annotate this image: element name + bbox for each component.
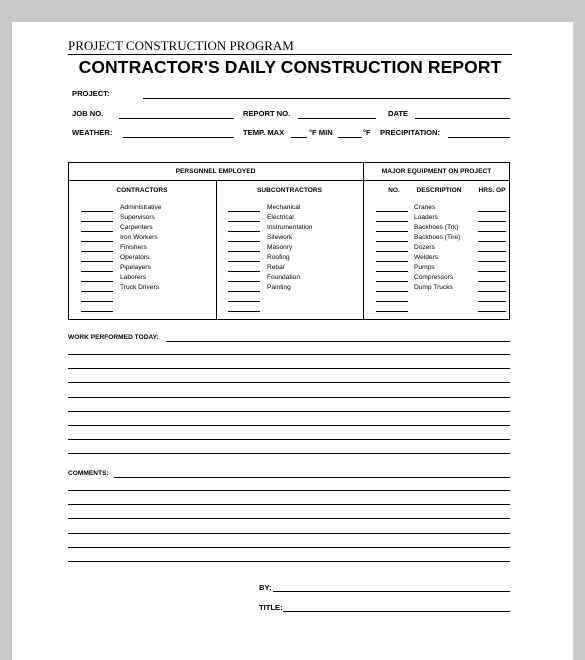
table-header-rule xyxy=(68,180,510,181)
equipment-heading: MAJOR EQUIPMENT ON PROJECT xyxy=(381,168,492,175)
work-performed-line[interactable] xyxy=(68,354,510,355)
date-label: DATE xyxy=(388,109,409,118)
equipment-hours-field[interactable] xyxy=(478,291,506,292)
contractor-count-field[interactable] xyxy=(81,281,113,282)
contractor-count-field[interactable] xyxy=(81,241,113,242)
report-no-field[interactable] xyxy=(298,118,376,119)
subcontractor-item-label: Mechanical xyxy=(267,204,301,211)
contractor-item-label: Pipelayers xyxy=(120,264,151,271)
equipment-count-field[interactable] xyxy=(376,251,408,252)
contractors-heading: CONTRACTORS xyxy=(116,187,168,194)
contractor-count-field[interactable] xyxy=(81,301,113,302)
personnel-heading: PERSONNEL EMPLOYED xyxy=(175,168,256,175)
equipment-item-label: Backhoes (Trk) xyxy=(414,224,459,231)
table-divider-personnel xyxy=(216,180,217,320)
equipment-no-heading: NO. xyxy=(388,187,400,194)
equipment-count-field[interactable] xyxy=(376,291,408,292)
contractor-count-field[interactable] xyxy=(81,211,113,212)
subcontractor-item-label: Roofing xyxy=(267,254,290,261)
subcontractor-count-field[interactable] xyxy=(228,271,260,272)
subcontractor-item-label: Instrumentation xyxy=(267,224,313,231)
program-name: PROJECT CONSTRUCTION PROGRAM xyxy=(68,38,294,53)
comments-line[interactable] xyxy=(68,504,510,505)
subcontractor-count-field[interactable] xyxy=(228,231,260,232)
report-page xyxy=(12,22,573,660)
equipment-count-field[interactable] xyxy=(376,271,408,272)
subcontractor-count-field[interactable] xyxy=(228,311,260,312)
equipment-hours-field[interactable] xyxy=(478,271,506,272)
contractor-count-field[interactable] xyxy=(81,311,113,312)
precipitation-label: PRECIPITATION: xyxy=(380,128,441,137)
equipment-hours-field[interactable] xyxy=(478,211,506,212)
equipment-hrs-heading: HRS. OP xyxy=(478,187,506,194)
comments-first-line[interactable] xyxy=(114,477,510,478)
project-field[interactable] xyxy=(143,98,510,99)
contractor-item-label: Supervisors xyxy=(120,214,155,221)
by-field[interactable] xyxy=(273,591,510,592)
subcontractors-heading: SUBCONTRACTORS xyxy=(256,187,323,194)
header-rule xyxy=(68,54,512,55)
report-title: CONTRACTOR'S DAILY CONSTRUCTION REPORT xyxy=(78,57,502,77)
equipment-item-label: Pumps xyxy=(414,264,435,271)
comments-line[interactable] xyxy=(68,561,510,562)
equipment-description-heading: DESCRIPTION xyxy=(416,187,462,194)
equipment-hours-field[interactable] xyxy=(478,311,506,312)
deg-f-label: °F xyxy=(363,128,371,137)
work-performed-line[interactable] xyxy=(68,368,510,369)
contractor-item-label: Laborers xyxy=(120,274,147,281)
equipment-count-field[interactable] xyxy=(376,281,408,282)
title-label: TITLE: xyxy=(259,603,283,612)
equipment-count-field[interactable] xyxy=(376,241,408,242)
equipment-count-field[interactable] xyxy=(376,231,408,232)
subcontractor-item-label: Electrical xyxy=(267,214,294,221)
contractor-item-label: Administrative xyxy=(120,204,162,211)
work-performed-line[interactable] xyxy=(68,453,510,454)
equipment-item-label: Backhoes (Tire) xyxy=(414,234,461,241)
equipment-item-label: Compressors xyxy=(414,274,454,281)
subcontractor-item-label: Masonry xyxy=(267,244,293,251)
contractor-count-field[interactable] xyxy=(81,261,113,262)
equipment-item-label: Welders xyxy=(414,254,439,261)
contractor-item-label: Finishers xyxy=(120,244,147,251)
equipment-hours-field[interactable] xyxy=(478,301,506,302)
title-field[interactable] xyxy=(283,611,510,612)
job-no-field[interactable] xyxy=(119,118,234,119)
subcontractor-count-field[interactable] xyxy=(228,281,260,282)
temp-min-field[interactable] xyxy=(338,137,362,138)
equipment-hours-field[interactable] xyxy=(478,221,506,222)
date-field[interactable] xyxy=(415,118,510,119)
comments-line[interactable] xyxy=(68,533,510,534)
work-performed-line[interactable] xyxy=(68,397,510,398)
equipment-hours-field[interactable] xyxy=(478,261,506,262)
contractor-count-field[interactable] xyxy=(81,271,113,272)
equipment-item-label: Dump Trucks xyxy=(414,284,453,291)
work-performed-line[interactable] xyxy=(68,411,510,412)
project-label: PROJECT: xyxy=(72,89,110,98)
subcontractor-item-label: Painting xyxy=(267,284,291,291)
weather-label: WEATHER: xyxy=(72,128,113,137)
temp-min-label: °F MIN xyxy=(309,128,333,137)
equipment-count-field[interactable] xyxy=(376,311,408,312)
equipment-hours-field[interactable] xyxy=(478,231,506,232)
contractor-count-field[interactable] xyxy=(81,251,113,252)
contractor-item-label: Iron Workers xyxy=(120,234,158,241)
subcontractor-count-field[interactable] xyxy=(228,251,260,252)
equipment-item-label: Cranes xyxy=(414,204,436,211)
job-no-label: JOB NO. xyxy=(72,109,104,118)
subcontractor-count-field[interactable] xyxy=(228,301,260,302)
precipitation-field[interactable] xyxy=(448,137,510,138)
table-divider-main xyxy=(363,162,364,320)
contractor-item-label: Carpenters xyxy=(120,224,153,231)
comments-line[interactable] xyxy=(68,547,510,548)
equipment-item-label: Loaders xyxy=(414,214,438,221)
report-no-label: REPORT NO. xyxy=(243,109,291,118)
equipment-count-field[interactable] xyxy=(376,211,408,212)
work-performed-first-line[interactable] xyxy=(166,341,510,342)
subcontractor-count-field[interactable] xyxy=(228,261,260,262)
work-performed-line[interactable] xyxy=(68,439,510,440)
equipment-count-field[interactable] xyxy=(376,221,408,222)
comments-line[interactable] xyxy=(68,490,510,491)
comments-label: COMMENTS: xyxy=(68,470,109,477)
work-performed-label: WORK PERFORMED TODAY: xyxy=(68,334,159,341)
equipment-count-field[interactable] xyxy=(376,301,408,302)
equipment-count-field[interactable] xyxy=(376,261,408,262)
work-performed-line[interactable] xyxy=(68,382,510,383)
subcontractor-count-field[interactable] xyxy=(228,211,260,212)
contractor-count-field[interactable] xyxy=(81,221,113,222)
equipment-hours-field[interactable] xyxy=(478,251,506,252)
by-label: BY: xyxy=(259,583,272,592)
contractor-count-field[interactable] xyxy=(81,291,113,292)
comments-line[interactable] xyxy=(68,518,510,519)
equipment-hours-field[interactable] xyxy=(478,281,506,282)
work-performed-line[interactable] xyxy=(68,425,510,426)
equipment-hours-field[interactable] xyxy=(478,241,506,242)
subcontractor-count-field[interactable] xyxy=(228,291,260,292)
subcontractor-item-label: Sitework xyxy=(267,234,293,241)
subcontractor-item-label: Rebar xyxy=(267,264,285,271)
subcontractor-count-field[interactable] xyxy=(228,221,260,222)
contractor-item-label: Operators xyxy=(120,254,150,261)
contractor-item-label: Truck Drivers xyxy=(120,284,159,291)
subcontractor-count-field[interactable] xyxy=(228,241,260,242)
equipment-item-label: Dozers xyxy=(414,244,435,251)
weather-field[interactable] xyxy=(123,137,234,138)
contractor-count-field[interactable] xyxy=(81,231,113,232)
temp-max-field[interactable] xyxy=(291,137,307,138)
temp-max-label: TEMP. MAX xyxy=(243,128,285,137)
subcontractor-item-label: Foundation xyxy=(267,274,300,281)
